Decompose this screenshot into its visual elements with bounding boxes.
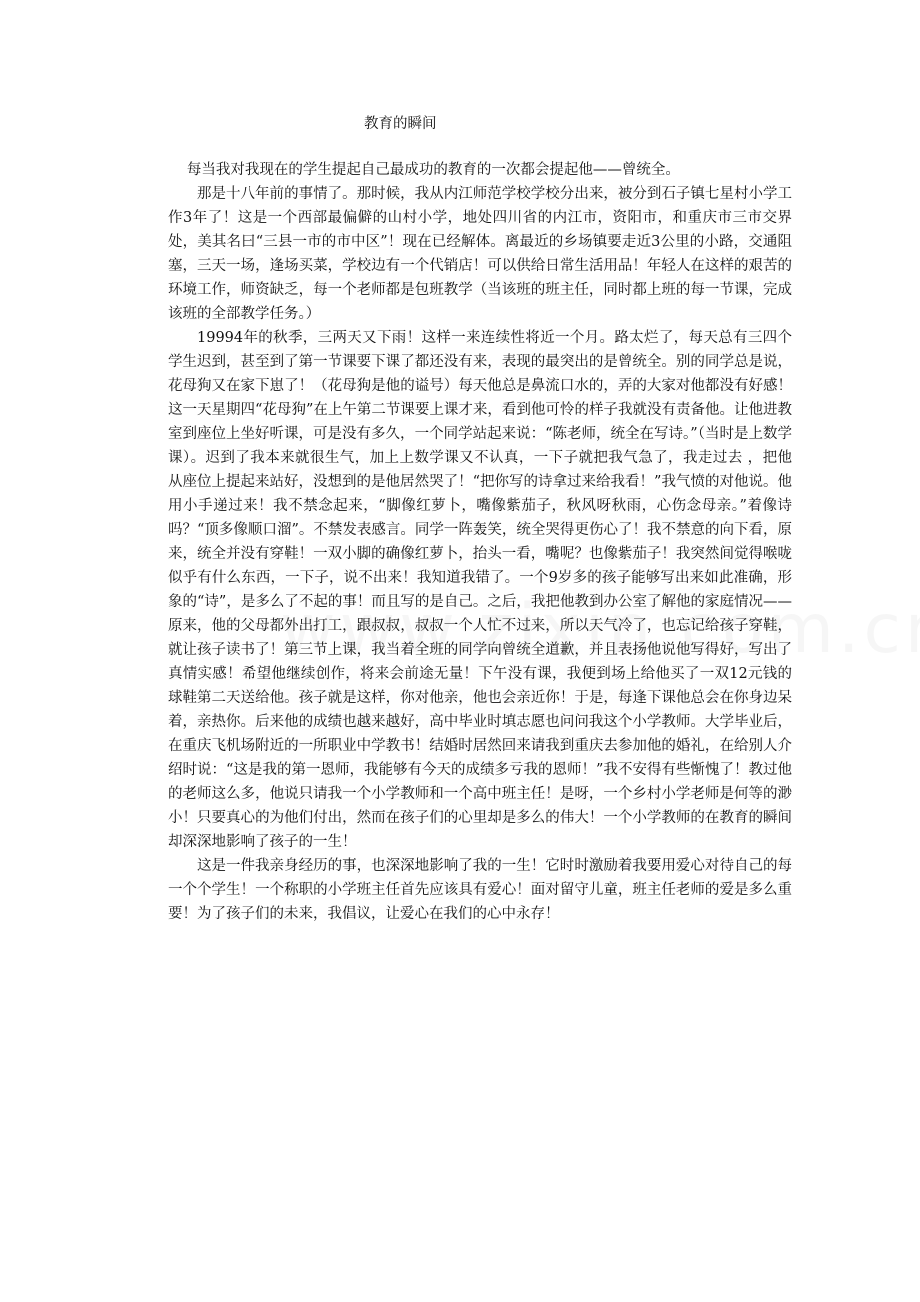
paragraph-intro: 每当我对我现在的学生提起自己最成功的教育的一次都会提起他——曾统全。 [186, 162, 680, 178]
paragraph-conclusion: 这是一件我亲身经历的事，也深深地影响了我的一生！它时时激励着我要用爱心对待自己的每一个个学生！一个称职的小学班主任首先应该具有爱心！面对留守儿童，班主任老师的爱是多么重要！为了孩子们的未来，我倡议，让爱心在我们的心中永存！ [168, 858, 792, 922]
document-body [168, 158, 792, 926]
paragraph-background: 那是十八年前的事情了。那时候，我从内江师范学校学校分出来，被分到石子镇七星村小学工作3年了！这是一个西部最偏僻的山村小学，地处四川省的内江市，资阳市，和重庆市三市交界处，美其名曰“三县一市的市中区”！现在已经解体。离最近的乡场镇要走近3公里的小路，交通阻塞，三天一场，逢场买菜，学校边有一个代销店！可以供给日常生活用品！年轻人在这样的艰苦的环境工作，师资缺乏，每一个老师都是包班教学（当该班的班主任，同时都上班的每一节课，完成该班的全部教学任务。） [168, 186, 792, 322]
document-title: 教育的瞬间 [364, 116, 437, 132]
paragraph-story: 19994年的秋季，三两天又下雨！这样一来连续性将近一个月。路太烂了，每天总有三四个学生迟到，甚至到了第一节课要下课了都还没有来，表现的最突出的是曾统全。别的同学总是说，花母狗又在家下崽了！（花母狗是他的谥号）每天他总是鼻流口水的，弄的大家对他都没有好感！这一天星期四“花母狗”在上午第二节课要上课才来，看到他可怜的样子我就没有责备他。让他进教室到座位上坐好听课，可是没有多久，一个同学站起来说：“陈老师，统全在写诗。”（当时是上数学课）。迟到了我本来就很生气，加上上数学课又不认真，一下子就把我气急了，我走过去 ，把他 从座位上提起来站好，没想到的是他居然哭了！“把你写的诗拿过来给我看！”我气愤的对他说。他用小手递过来！我不禁念起来，“脚像红萝卜，嘴像紫茄子，秋风呀秋雨，心伤念母亲。”着像诗吗？“顶多像顺口溜”。不禁发表感言。同学一阵轰笑，统全哭得更伤心了！我不禁意的向下看，原来，统全并没有穿鞋！一双小脚的确像红萝卜，抬头一看，嘴呢？也像紫茄子！我突然间觉得喉咙似乎有什么东西，一下子，说不出来！我知道我错了。一个9岁多的孩子能够写出来如此准确，形象的“诗”，是多么了不起的事！而且写的是自己。之后，我把他教到办公室了解他的家庭情况——原来，他的父母都外出打工，跟叔叔，叔叔一个人忙不过来，所以天气冷了，也忘记给孩子穿鞋，就让孩子读书了！第三节上课，我当着全班的同学向曾统全道歉，并且表扬他说他写得好，写出了真情实感！希望他继续创作，将来会前途无量！下午没有课，我便到场上给他买了一双12元钱的球鞋第二天送给他。孩子就是这样，你对他亲，他也会亲近你！于是，每逢下课他总会在你身边呆着，亲热你。后来他的成绩也越来越好，高中毕业时填志愿也问问我这个小学教师。大学毕业后，在重庆飞机场附近的一所职业中学教书！结婚时居然回来请我到重庆去参加他的婚礼，在给别人介绍时说：“这是我的第一恩师，我能够有今天的成绩多亏我的恩师！”我不安得有些惭愧了！教过他的老师这么多，他说只请我一个小学教师和一个高中班主任！是呀，一个乡村小学老师是何等的渺小！只要真心的为他们付出，然而在孩子们的心里却是多么的伟大！一个小学教师的在教育的瞬间却深深地影响了孩子的一生！ [168, 330, 792, 850]
